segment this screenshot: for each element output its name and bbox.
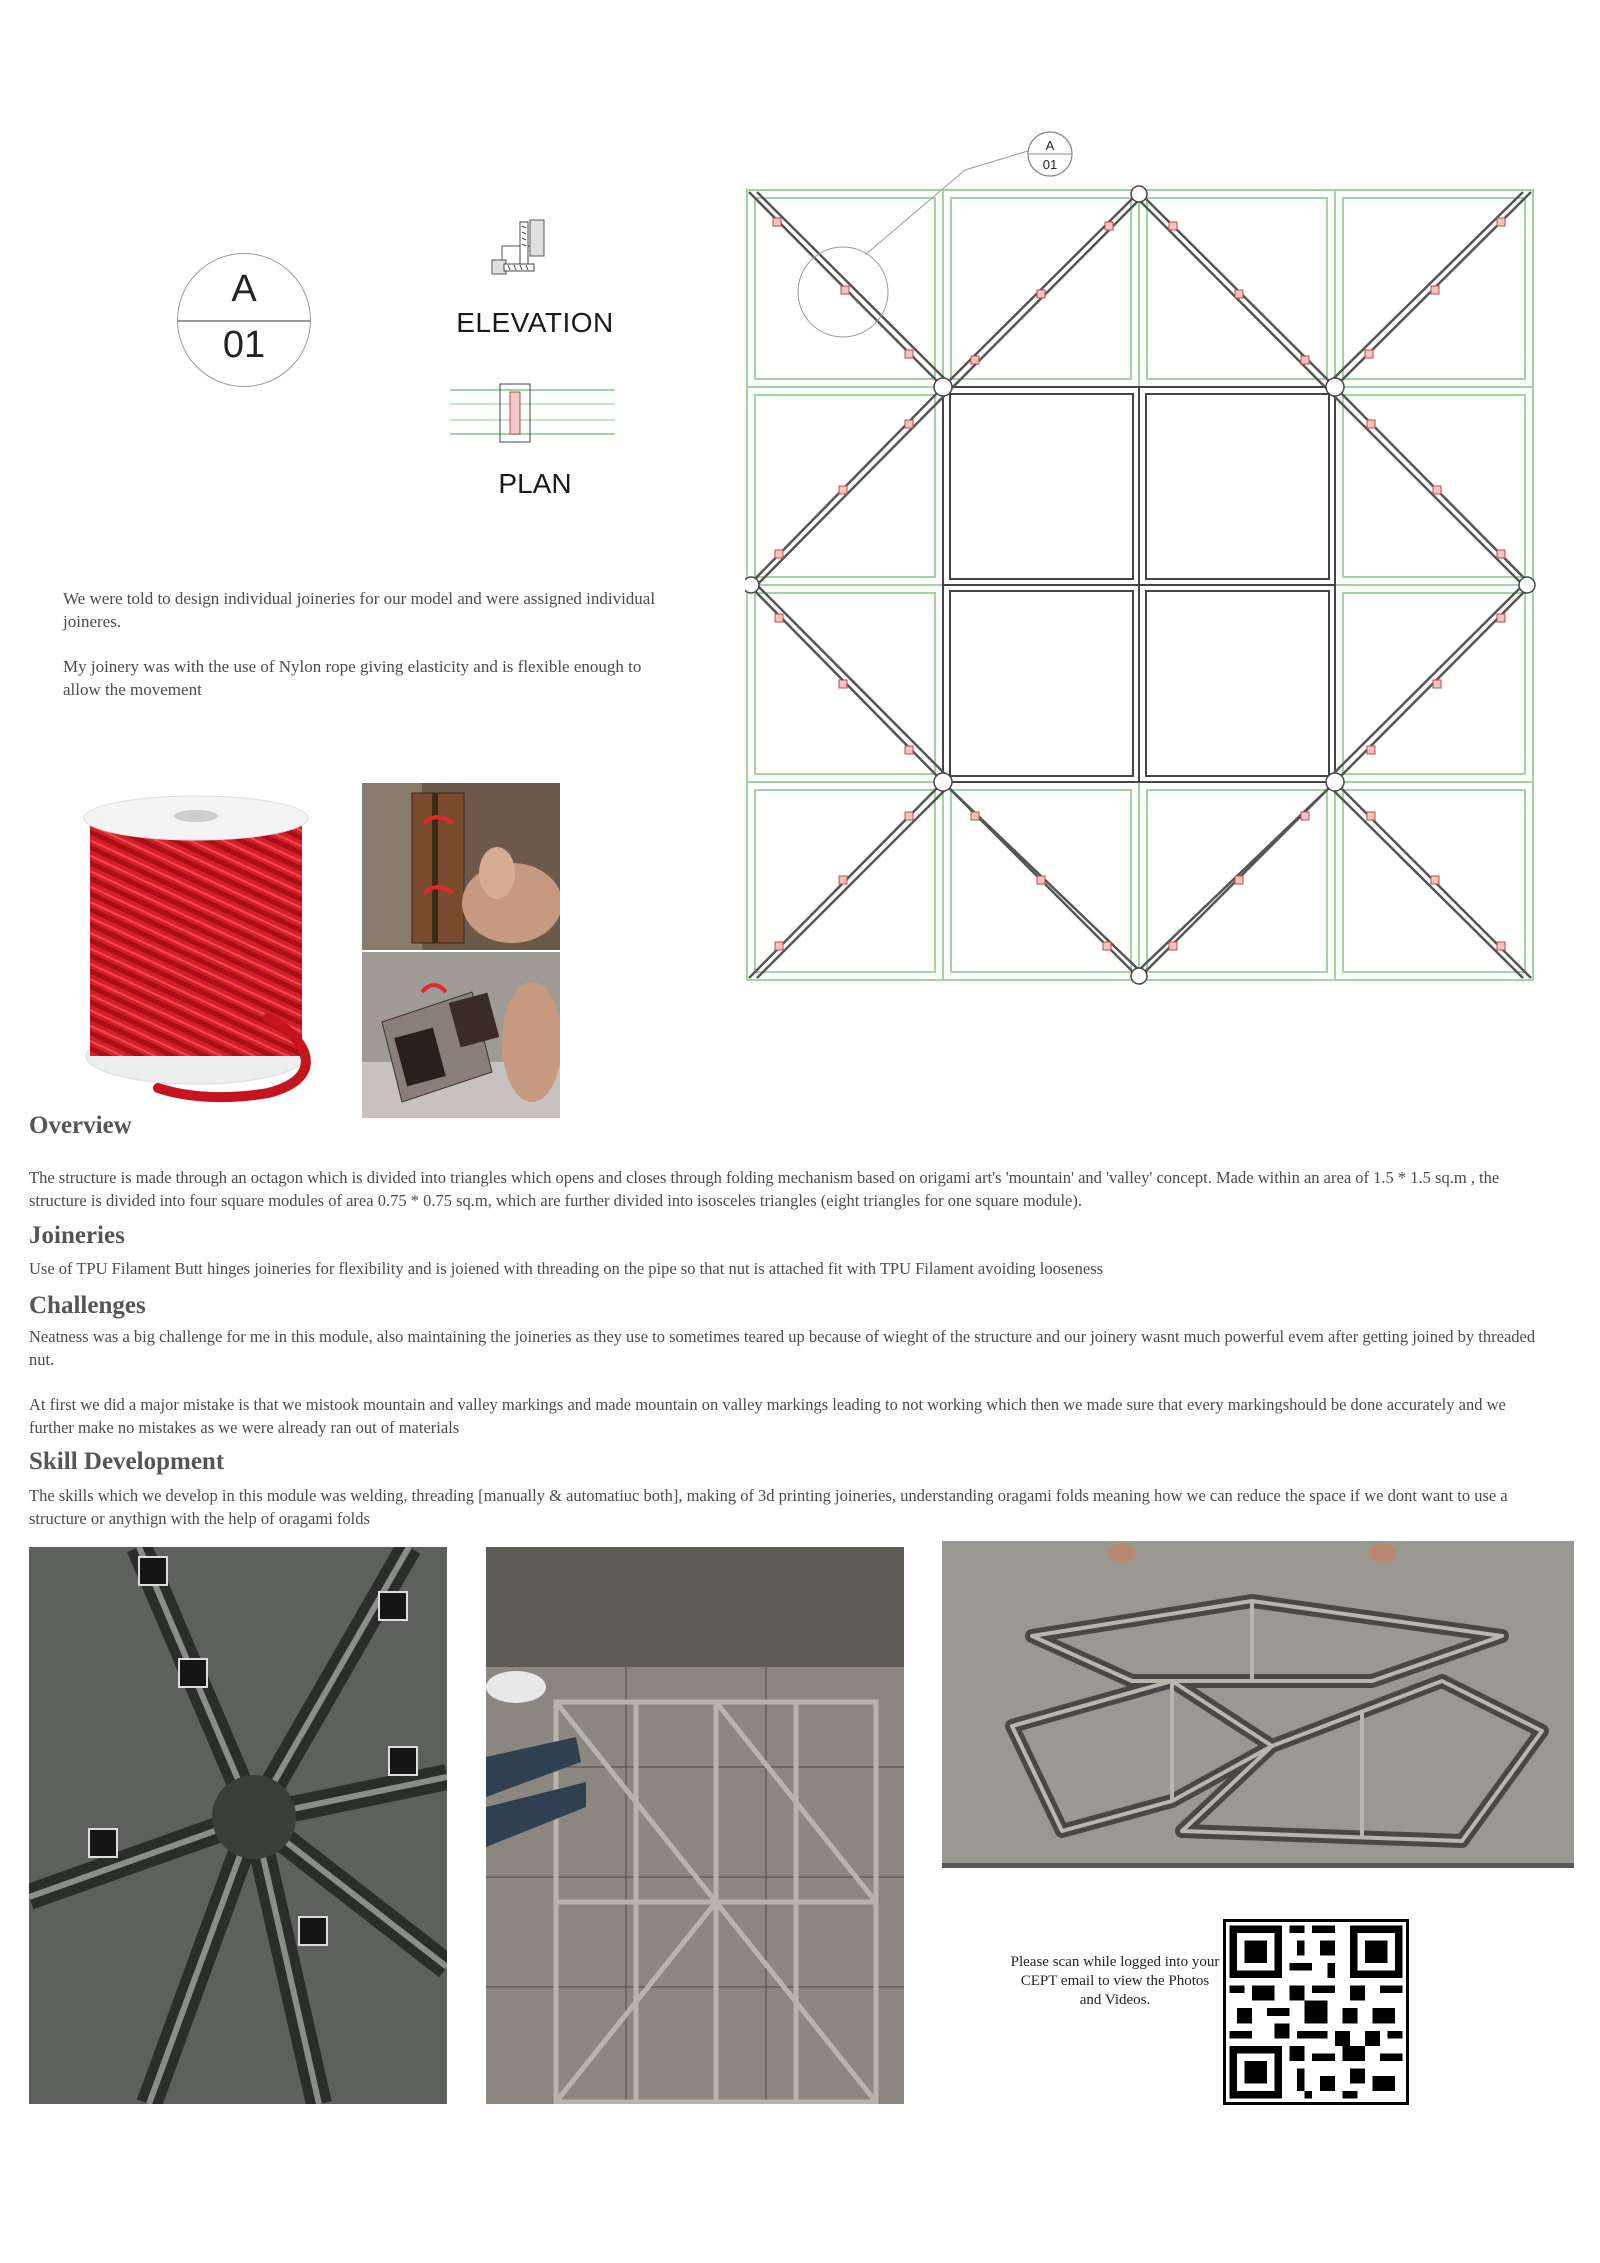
intro-paragraph-1: We were told to design individual joineries for our model and were assigned individual joineres. [63,589,656,631]
joineries-heading: Joineries [29,1222,125,1249]
detail-letter: A [231,268,257,310]
skill-text: The skills which we develop in this module was welding, threading [manually & automatiuc both], making of 3d printing joineries, understanding oragami folds meaning how we can reduce the space if we dont want to use a structure or anythign with the help of oragami folds [29,1486,1508,1528]
overview-heading: Overview [29,1112,132,1139]
plan-label: PLAN [498,468,572,499]
elevation-drawing [490,216,560,286]
challenges-heading: Challenges [29,1292,146,1319]
callout-number: 01 [1042,157,1058,172]
elevation-label: ELEVATION [456,307,614,338]
challenges-text-2: At first we did a major mistake is that we mistook mountain and valley markings and made mountain on valley markings leading to not working which then we made sure that every markingshould be done accurately and we further make no mistakes as we were already ran out of materials [29,1395,1506,1437]
structure-plan-drawing [745,130,1545,990]
detail-number: 01 [222,324,266,366]
callout-letter: A [1045,138,1055,153]
frame-assembly-photo [486,1547,904,2104]
joint-photo-bottom [362,952,560,1118]
qr-caption: Please scan while logged into your CEPT email to view the Photos and Videos. [1010,1954,1220,2008]
skill-heading: Skill Development [29,1448,225,1475]
joint-photo-top [362,783,560,950]
overview-text: The structure is made through an octagon which is divided into triangles which opens and closes through folding mechanism based on origami art's 'mountain' and 'valley' concept. Made within an area of 1.5 * 1.5 sq.m , the structure is divided into four square modules of area 0.75 * 0.75 sq.m, which are further divided into isosceles triangles (eight triangles for one square module). [29,1168,1500,1210]
joineries-text: Use of TPU Filament Butt hinges joineries for flexibility and is joiened with threading on the pipe so that nut is attached fit with TPU Filament avoiding looseness [29,1259,1104,1278]
hub-joint-photo [29,1547,447,2104]
intro-paragraph-2: My joinery was with the use of Nylon rope giving elasticity and is flexible enough to allow the movement [63,657,642,699]
folded-structure-photo [942,1541,1574,1868]
rope-spool-photo [68,788,340,1110]
qr-code-icon[interactable] [1222,1918,1410,2106]
plan-drawing [450,382,615,444]
challenges-text-1: Neatness was a big challenge for me in this module, also maintaining the joineries as they use to sometimes teared up because of wieght of the structure and our joinery wasnt much powerful evem after getting joined by threaded nut. [29,1327,1536,1369]
detail-callout-circle [177,253,311,387]
